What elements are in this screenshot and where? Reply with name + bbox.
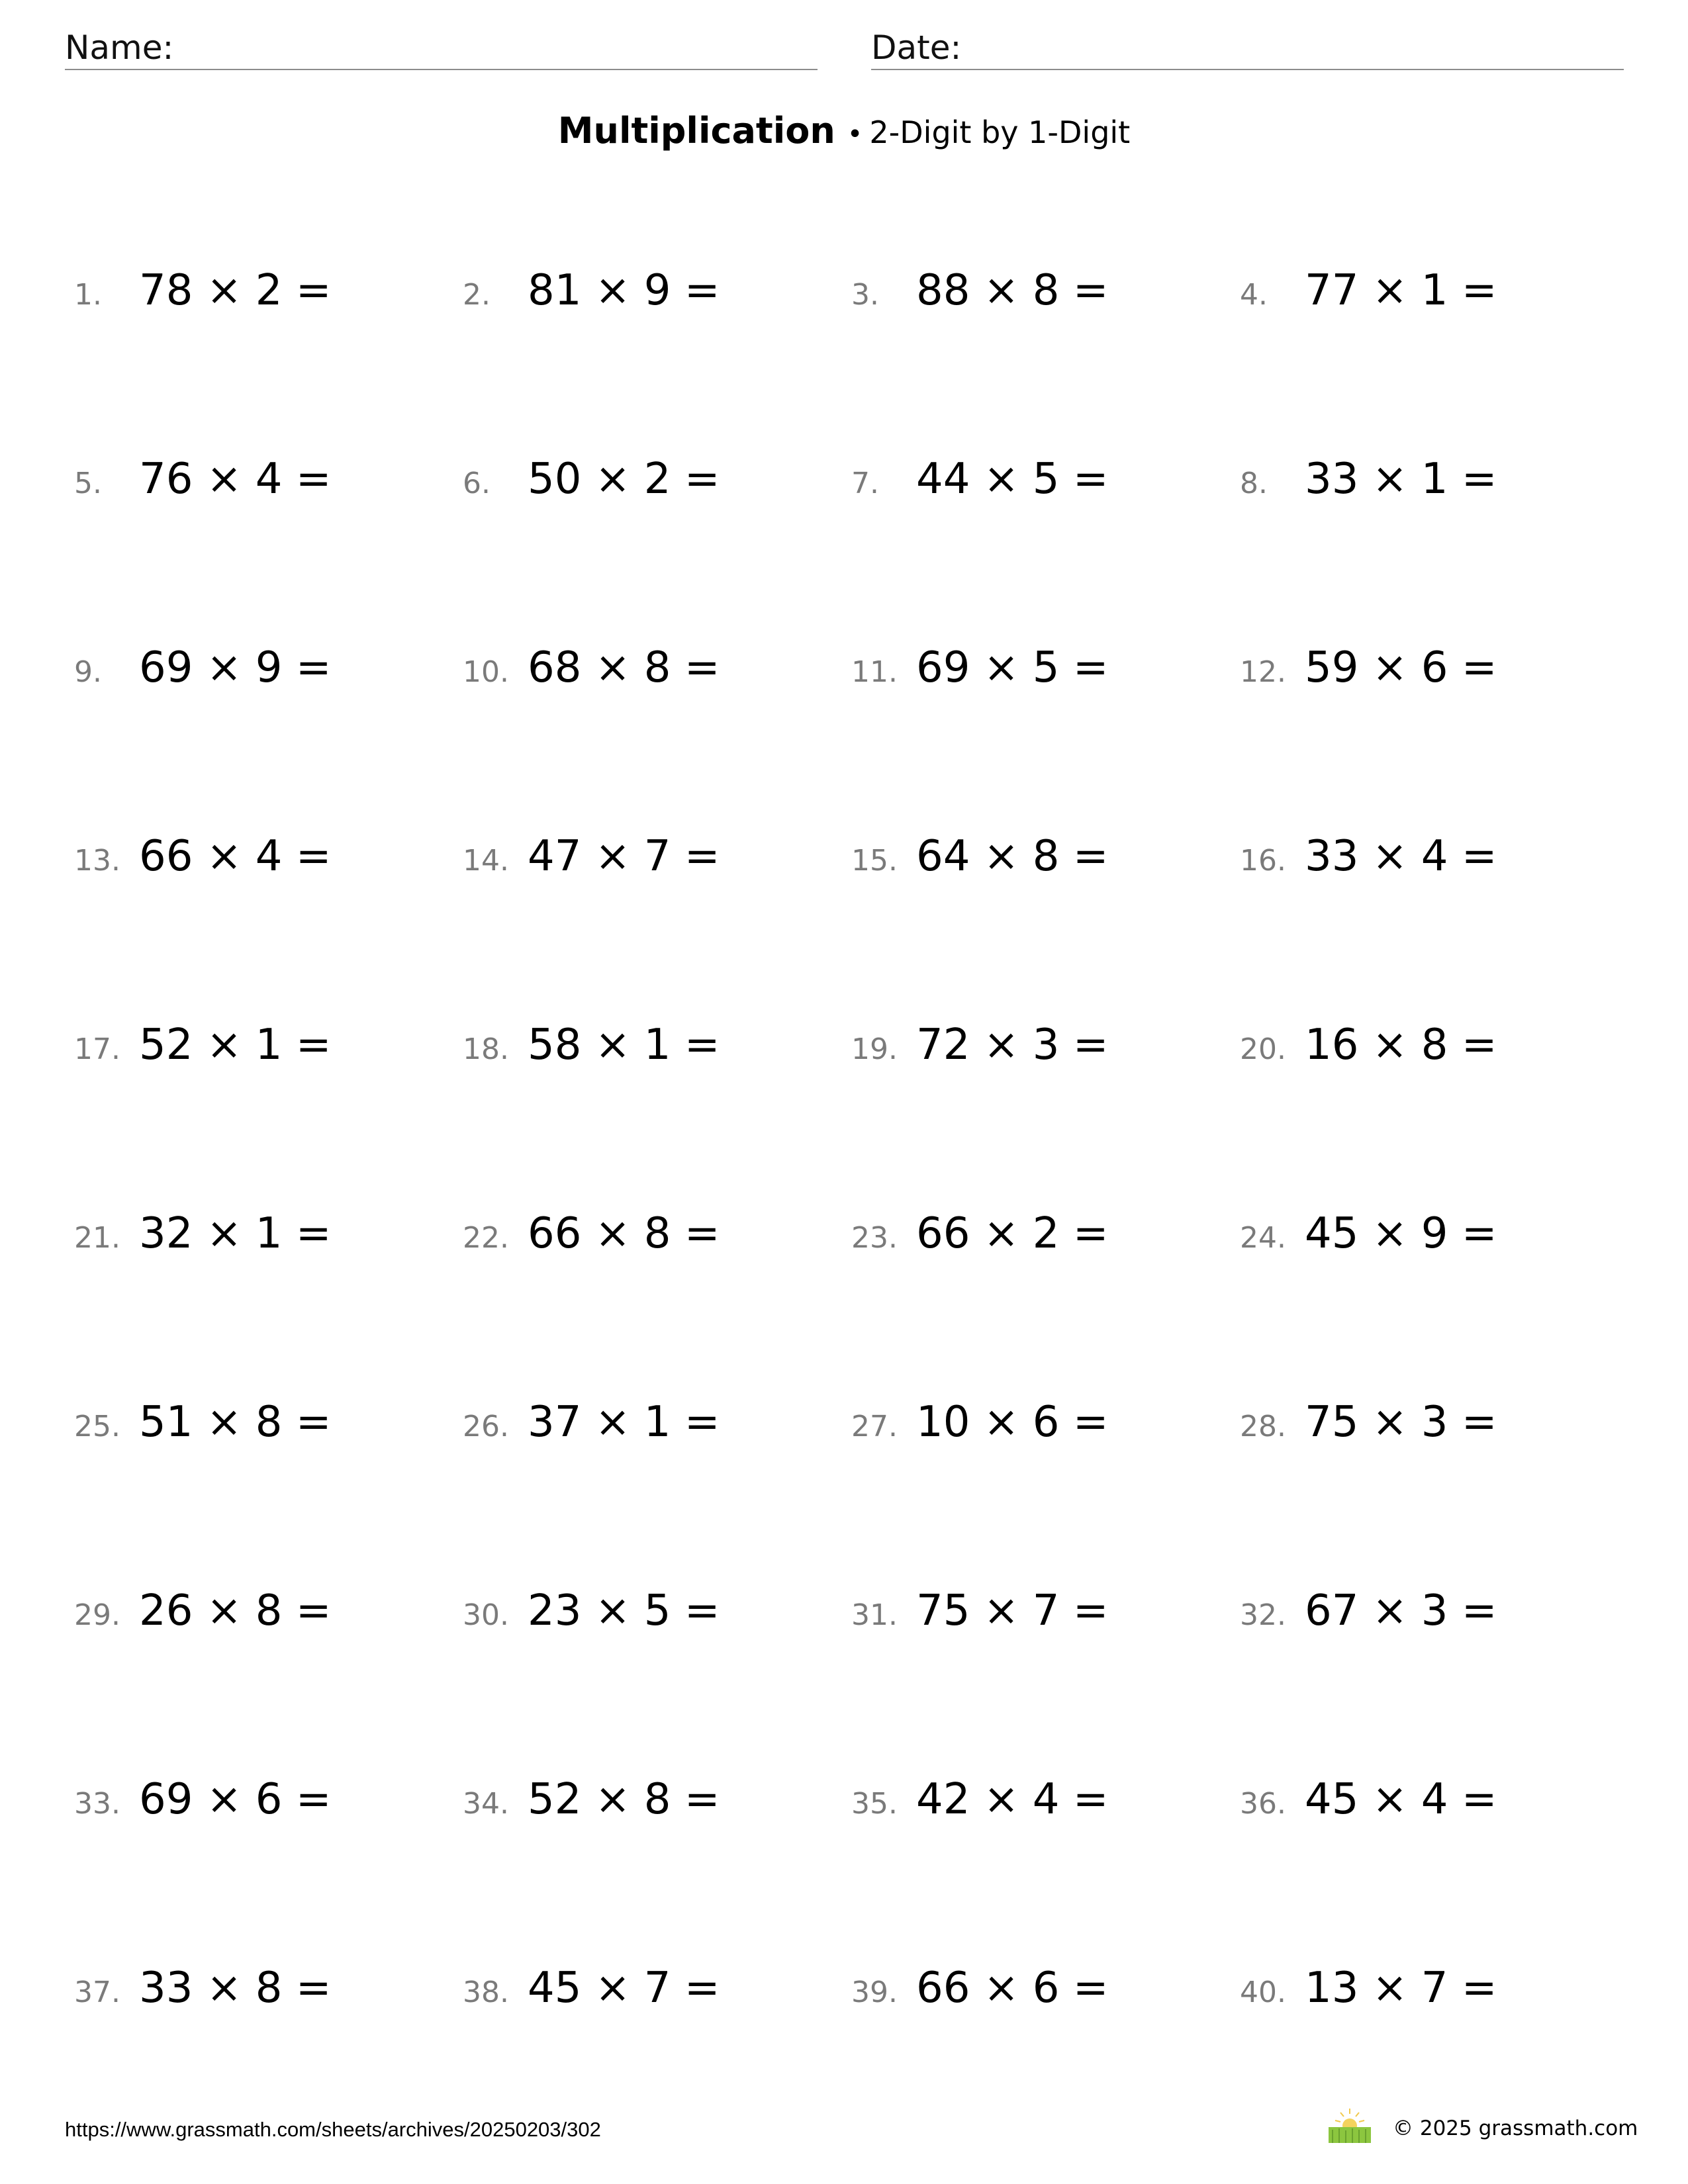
problem-number: 34. [463, 1787, 509, 1821]
problem-number: 7. [851, 467, 879, 500]
problem-item [463, 266, 720, 315]
name-label: Name: [65, 28, 174, 67]
date-field [871, 26, 1624, 70]
problem-expression: 13 × 7 = [1305, 1964, 1497, 2013]
problem-number: 15. [851, 844, 898, 878]
problem-number: 2. [463, 278, 491, 312]
problem-number: 11. [851, 655, 898, 689]
problem-expression: 68 × 8 = [528, 643, 720, 692]
problem-number: 16. [1240, 844, 1286, 878]
problem-number: 30. [463, 1598, 509, 1632]
problem-number: 27. [851, 1410, 898, 1443]
problem-expression: 51 × 8 = [139, 1398, 332, 1447]
date-label: Date: [871, 28, 962, 67]
problem-expression: 26 × 8 = [139, 1586, 332, 1635]
problem-number: 33. [74, 1787, 120, 1821]
problem-item [74, 1964, 331, 2013]
problem-expression: 69 × 9 = [139, 643, 332, 692]
problem-expression: 66 × 4 = [139, 832, 332, 881]
problem-item [851, 1586, 1108, 1635]
problem-expression: 59 × 6 = [1305, 643, 1497, 692]
problem-item [1240, 1964, 1497, 2013]
problem-expression: 69 × 6 = [139, 1775, 332, 1824]
problem-number: 37. [74, 1976, 120, 2009]
problem-number: 3. [851, 278, 879, 312]
problem-item [74, 1021, 331, 1069]
title-main: Multiplication [557, 110, 835, 152]
problem-expression: 64 × 8 = [916, 832, 1109, 881]
problem-expression: 10 × 6 = [916, 1398, 1109, 1447]
problem-item [74, 1775, 331, 1824]
problem-number: 19. [851, 1032, 898, 1066]
problem-expression: 75 × 7 = [916, 1586, 1109, 1635]
problem-number: 25. [74, 1410, 120, 1443]
problem-item [463, 1586, 720, 1635]
problem-item [851, 1021, 1108, 1069]
name-field [65, 26, 818, 70]
problem-expression: 66 × 8 = [528, 1209, 720, 1258]
problem-number: 14. [463, 844, 509, 878]
problem-item [1240, 1586, 1497, 1635]
problem-number: 12. [1240, 655, 1286, 689]
problem-item [463, 1021, 720, 1069]
problem-number: 40. [1240, 1976, 1286, 2009]
problem-item [1240, 1209, 1497, 1258]
problem-item [74, 1586, 331, 1635]
problem-number: 32. [1240, 1598, 1286, 1632]
problem-item [74, 643, 331, 692]
problem-expression: 77 × 1 = [1305, 266, 1497, 315]
problem-number: 23. [851, 1221, 898, 1255]
problem-number: 4. [1240, 278, 1268, 312]
problem-item [74, 1209, 331, 1258]
problem-expression: 81 × 9 = [528, 266, 720, 315]
problem-item [851, 832, 1108, 881]
problem-expression: 66 × 2 = [916, 1209, 1109, 1258]
problem-number: 20. [1240, 1032, 1286, 1066]
problem-number: 9. [74, 655, 102, 689]
problem-item [1240, 1398, 1497, 1447]
problem-item [1240, 832, 1497, 881]
problem-number: 10. [463, 655, 509, 689]
problem-expression: 52 × 1 = [139, 1021, 332, 1069]
grass-sun-logo-icon [1326, 2106, 1374, 2146]
problem-expression: 69 × 5 = [916, 643, 1109, 692]
problem-item [1240, 643, 1497, 692]
problem-item [851, 1775, 1108, 1824]
problem-expression: 45 × 4 = [1305, 1775, 1497, 1824]
problem-item [1240, 1021, 1497, 1069]
footer-url: https://www.grassmath.com/sheets/archives/20250203/302 [65, 2118, 601, 2141]
worksheet-title [0, 105, 1688, 166]
problem-expression: 52 × 8 = [528, 1775, 720, 1824]
problem-expression: 72 × 3 = [916, 1021, 1109, 1069]
problem-expression: 16 × 8 = [1305, 1021, 1497, 1069]
problem-number: 35. [851, 1787, 898, 1821]
problem-item [463, 1775, 720, 1824]
problem-number: 13. [74, 844, 120, 878]
problem-expression: 32 × 1 = [139, 1209, 332, 1258]
problem-number: 21. [74, 1221, 120, 1255]
problem-item [1240, 266, 1497, 315]
problem-item [851, 1398, 1108, 1447]
problem-expression: 45 × 7 = [528, 1964, 720, 2013]
problem-item [74, 266, 331, 315]
problem-item [1240, 455, 1497, 504]
problem-item [1240, 1775, 1497, 1824]
problem-expression: 88 × 8 = [916, 266, 1109, 315]
problem-item [851, 643, 1108, 692]
problem-number: 1. [74, 278, 102, 312]
problem-number: 22. [463, 1221, 509, 1255]
problem-number: 31. [851, 1598, 898, 1632]
problem-expression: 44 × 5 = [916, 455, 1109, 504]
problem-item [463, 455, 720, 504]
problem-expression: 75 × 3 = [1305, 1398, 1497, 1447]
problem-number: 38. [463, 1976, 509, 2009]
problem-expression: 37 × 1 = [528, 1398, 720, 1447]
problem-number: 36. [1240, 1787, 1286, 1821]
problem-expression: 67 × 3 = [1305, 1586, 1497, 1635]
problem-number: 24. [1240, 1221, 1286, 1255]
problem-item [463, 832, 720, 881]
problem-expression: 33 × 4 = [1305, 832, 1497, 881]
problem-number: 29. [74, 1598, 120, 1632]
problem-expression: 76 × 4 = [139, 455, 332, 504]
problem-expression: 47 × 7 = [528, 832, 720, 881]
problem-number: 39. [851, 1976, 898, 2009]
problem-expression: 58 × 1 = [528, 1021, 720, 1069]
problem-number: 6. [463, 467, 491, 500]
footer-copyright: © 2025 grassmath.com [1393, 2116, 1638, 2140]
problem-item [851, 266, 1108, 315]
title-separator: • [847, 119, 863, 150]
problem-expression: 33 × 8 = [139, 1964, 332, 2013]
problem-expression: 33 × 1 = [1305, 455, 1497, 504]
problem-expression: 45 × 9 = [1305, 1209, 1497, 1258]
problem-expression: 78 × 2 = [139, 266, 332, 315]
problem-number: 17. [74, 1032, 120, 1066]
problem-expression: 50 × 2 = [528, 455, 720, 504]
problem-item [74, 1398, 331, 1447]
problem-number: 18. [463, 1032, 509, 1066]
problem-item [851, 1209, 1108, 1258]
problem-item [463, 1209, 720, 1258]
problem-expression: 42 × 4 = [916, 1775, 1109, 1824]
problem-number: 5. [74, 467, 102, 500]
problem-number: 26. [463, 1410, 509, 1443]
problem-item [463, 1964, 720, 2013]
problem-item [851, 455, 1108, 504]
title-subtitle: 2-Digit by 1-Digit [869, 114, 1131, 150]
problem-expression: 23 × 5 = [528, 1586, 720, 1635]
problem-expression: 66 × 6 = [916, 1964, 1109, 2013]
problem-item [74, 455, 331, 504]
problem-number: 28. [1240, 1410, 1286, 1443]
problem-number: 8. [1240, 467, 1268, 500]
problem-item [851, 1964, 1108, 2013]
problem-item [74, 832, 331, 881]
problem-item [463, 1398, 720, 1447]
problem-item [463, 643, 720, 692]
